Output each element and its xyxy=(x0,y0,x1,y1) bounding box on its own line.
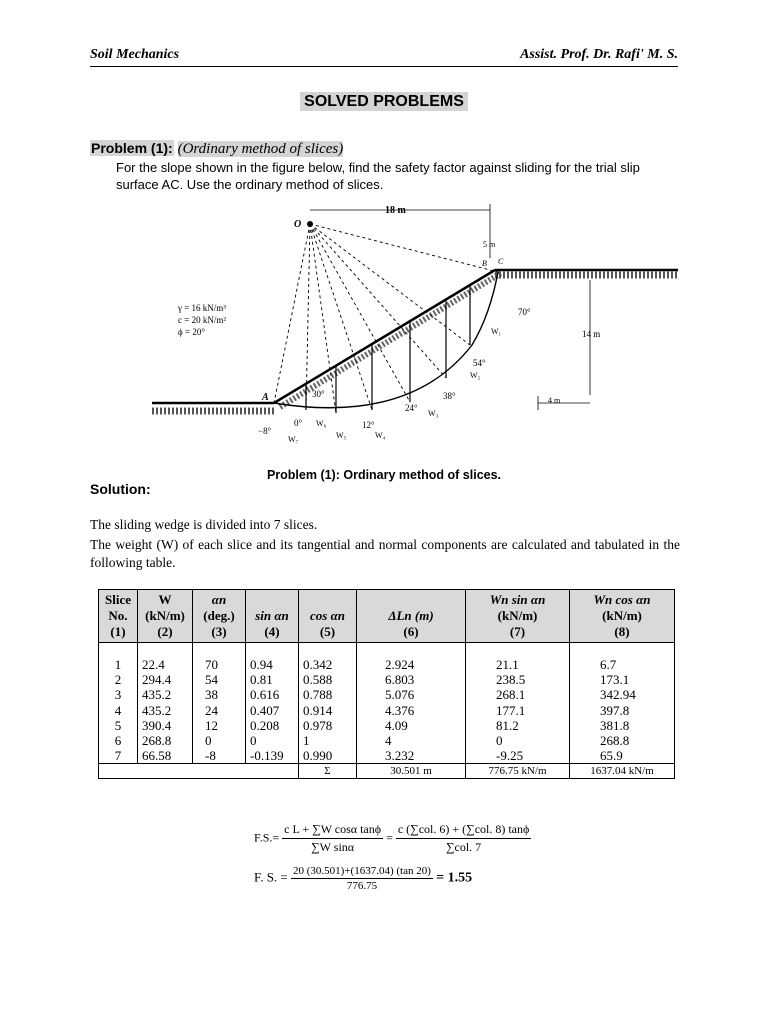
col-wcos: 6.7 173.1 342.94 397.8 381.8 268.8 65.9 xyxy=(570,643,675,764)
safety-factor-result: = 1.55 xyxy=(436,870,473,886)
paragraph-slices: The sliding wedge is divided into 7 slices. xyxy=(90,517,318,532)
col-sin: 0.94 0.81 0.616 0.407 0.208 0 -0.139 xyxy=(246,643,299,764)
label-angle-54: 54° xyxy=(473,358,486,368)
label-w6: W₆ xyxy=(316,419,327,428)
formula2-lhs: F. S. = xyxy=(254,869,288,885)
formula1-fraction xyxy=(282,822,383,855)
label-angle-0: 0° xyxy=(294,418,303,428)
col-cos: 0.342 0.588 0.788 0.914 0.978 1 0.990 xyxy=(299,643,357,764)
formula2-denominator: 776.75 xyxy=(346,880,378,892)
sum-blank xyxy=(99,764,299,779)
sum-symbol: Σ xyxy=(299,764,357,779)
label-a: A xyxy=(262,392,269,403)
problem-method: (Ordinary method of slices) xyxy=(177,141,344,157)
label-angle-12: 12° xyxy=(362,420,375,430)
col-delta-l: 2.924 6.803 5.076 4.376 4.09 4 3.232 xyxy=(357,643,466,764)
label-c: C xyxy=(498,257,504,266)
figure-caption: Problem (1): Ordinary method of slices. xyxy=(266,468,502,482)
label-cohesion: c = 20 kN/m² xyxy=(178,315,227,325)
formula1-numerator2: c (∑col. 6) + (∑col. 8) tanϕ xyxy=(396,822,531,839)
paragraph-weights: The weight (W) of each slice and its tangential and normal components are calculated and tabulated in the following table. xyxy=(90,537,680,570)
th-alpha: αn (deg.) (3) xyxy=(193,590,246,643)
th-delta-l: ΔLn (m) (6) xyxy=(357,590,466,643)
th-slice: Slice No. (1) xyxy=(99,590,138,643)
slope-face-hatch xyxy=(280,273,501,407)
th-sin: sin αn (4) xyxy=(246,590,299,643)
label-angle-m8: −8° xyxy=(258,426,272,436)
label-o: O xyxy=(294,219,302,230)
problem-heading xyxy=(90,140,343,158)
table-body xyxy=(99,643,675,764)
formula2-numerator: 20 (30.501)+(1637.04) (tan 20) xyxy=(293,865,431,877)
col-wsin: 21.1 238.5 268.1 177.1 81.2 0 -9.25 xyxy=(466,643,570,764)
label-w3-right: W₃ xyxy=(428,409,439,418)
header-course-title: Soil Mechanics xyxy=(90,47,180,62)
problem-label: Problem (1): xyxy=(91,140,173,156)
label-angle-70: 70° xyxy=(518,307,531,317)
th-cos: cos αn (5) xyxy=(299,590,357,643)
page-title-wrap xyxy=(0,93,768,111)
header-author: Assist. Prof. Dr. Rafi' M. S. xyxy=(520,47,678,62)
label-dist-5: 5 m xyxy=(483,240,496,249)
label-b: B xyxy=(482,259,487,268)
label-w5: W₅ xyxy=(336,431,347,440)
col-weight: 22.4 294.4 435.2 435.2 390.4 268.8 66.58 xyxy=(138,643,193,764)
radial-lines xyxy=(274,224,498,413)
formula1-lhs: F.S.= xyxy=(254,830,280,845)
formula2-fraction xyxy=(291,865,433,892)
formula1-denominator: ∑W sinα xyxy=(311,840,355,854)
col-slice-no: 1 2 3 4 5 6 7 xyxy=(99,643,138,764)
slope-face xyxy=(274,270,495,403)
formula1-fraction2 xyxy=(396,822,531,855)
solution-heading: Solution: xyxy=(90,481,151,497)
sum-wsin: 776.75 kN/m xyxy=(466,764,570,779)
th-weight: W (kN/m) (2) xyxy=(138,590,193,643)
label-dist-4: 4 m xyxy=(548,396,561,405)
header-divider xyxy=(90,66,678,67)
label-height-14: 14 m xyxy=(582,329,601,339)
label-angle-24: 24° xyxy=(405,403,418,413)
th-wsin: Wn sin αn (kN/m) (7) xyxy=(466,590,570,643)
label-dist-18: 18 m xyxy=(385,205,406,216)
label-gamma: γ = 16 kN/m³ xyxy=(178,303,227,313)
table-sum-row xyxy=(99,764,675,779)
table-header-row xyxy=(99,590,675,643)
label-w2: W₂ xyxy=(470,371,481,380)
label-phi: ϕ = 20° xyxy=(178,327,205,337)
page-title: SOLVED PROBLEMS xyxy=(300,92,468,111)
label-w7: W₇ xyxy=(288,435,299,444)
formula-general xyxy=(254,822,531,855)
formula1-denominator2: ∑col. 7 xyxy=(445,840,482,854)
sum-delta-l: 30.501 m xyxy=(357,764,466,779)
th-wcos: Wn cos αn (kN/m) (8) xyxy=(570,590,675,643)
formula1-numerator: c L + ∑W cosα tanϕ xyxy=(282,822,383,839)
slices-table xyxy=(98,589,675,779)
label-angle-38: 38° xyxy=(443,391,456,401)
formula1-equals: = xyxy=(386,830,393,845)
label-angle-30: 30° xyxy=(312,389,325,399)
problem-text: For the slope shown in the figure below, find the safety factor against sliding for the trial slip surface AC. Use the ordinary method of slices. xyxy=(116,160,640,192)
sum-wcos: 1637.04 kN/m xyxy=(570,764,675,779)
formula-result xyxy=(254,865,472,892)
col-alpha: 70 54 38 24 12 0 -8 xyxy=(193,643,246,764)
label-w4: W₄ xyxy=(375,431,386,440)
slope-figure xyxy=(150,200,680,455)
label-w1: W₁ xyxy=(491,327,502,336)
